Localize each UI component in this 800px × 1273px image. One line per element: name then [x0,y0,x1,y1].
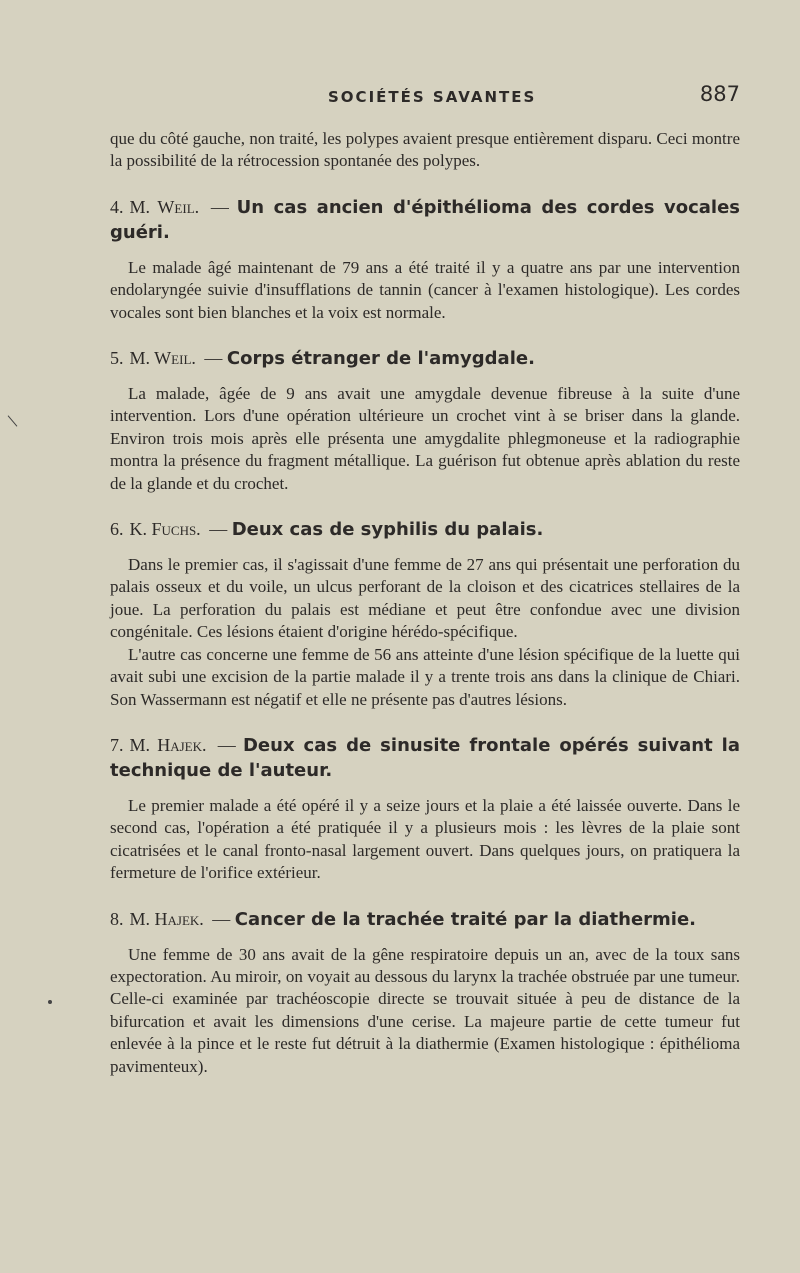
page-header [108,80,740,110]
margin-mark [48,1000,52,1004]
entry-dash: — [210,196,229,217]
entry-author: M. Hajek. [129,734,207,755]
entry-heading [110,733,740,783]
entry-paragraph: Le malade âgé maintenant de 79 ans a été traité il y a quatre ans par une intervention endolaryngée suivie d'insufflations de tannin (cancer à l'examen histologique). Les cordes vocales sont bien blanches et la voix est normale. [110,257,740,322]
intro-paragraph: que du côté gauche, non traité, les polypes avaient presque entièrement disparu. Ceci montre la possibilité de la rétrocession spontanée des polypes. [110,129,740,171]
entry-6 [110,517,740,711]
entry-8 [110,907,740,1078]
entry-heading [110,346,740,371]
entry-dash: — [204,348,223,369]
entry-title: Cancer de la trachée traité par la diathermie. [234,908,697,930]
entry-paragraph: Le premier malade a été opéré il y a seize jours et la plaie a été laissée ouverte. Dans le second cas, l'opération a été pratiquée il y a plusieurs mois : les lèvres de la plaie sont cicatrisées et le canal fronto-nasal largement ouvert. Dans quelques jours, on pratiquera la fermeture de l'orifice extérieur. [110,795,740,883]
entry-title: Deux cas de sinusite frontale opérés suivant la technique de l'auteur. [110,734,740,781]
entry-heading [110,517,740,542]
running-title: SOCIÉTÉS SAVANTES [328,88,537,106]
entry-paragraph: L'autre cas concerne une femme de 56 ans atteinte d'une lésion spécifique de la luette qui avait subi une excision de la partie malade il y a trente trois ans dans la clinique de Chiari. Son Wassermann est négatif et elle ne présente pas d'autres lésions. [110,644,740,709]
entry-7 [110,733,740,885]
entry-heading [110,195,740,245]
entry-title: Deux cas de syphilis du palais. [231,519,544,541]
entry-5 [110,346,740,495]
article-body [110,128,740,1078]
entry-number: 8. [110,908,124,929]
entry-dash: — [212,908,231,929]
entry-number: 4. [110,196,124,217]
entry-dash: — [209,519,228,540]
page-number: 887 [699,82,740,106]
entry-author: M. Weil. [129,196,200,217]
entry-dash: — [217,734,236,755]
entry-title: Corps étranger de l'amygdale. [226,348,535,370]
entry-paragraph: La malade, âgée de 9 ans avait une amygdale devenue fibreuse à la suite d'une intervention. Lors d'une opération ultérieure un crochet vint à se briser dans la glande. Environ trois mois après elle présenta une amygdalite phlegmoneuse et la radiographie montra la présence du fragment métallique. La guérison fut obtenue après ablation du reste de la glande et du crochet. [110,384,740,493]
entry-author: M. Weil. [129,348,196,369]
entry-number: 5. [110,348,124,369]
entry-paragraph: Dans le premier cas, il s'agissait d'une femme de 27 ans qui présentait une perforation du palais osseux et du voile, un ulcus perforant de la cloison et des cicatrices stellaires de la joue. La perforation du palais est médiane et peut être confondue avec une division congénitale. Ces lésions étaient d'origine hérédo-spécifique. [110,555,740,642]
entry-4 [110,195,740,324]
entry-number: 7. [110,734,124,755]
entry-paragraph: Une femme de 30 ans avait de la gêne respiratoire depuis un an, avec de la toux sans expectoration. Au miroir, on voyait au dessous du larynx la trachée obstruée par une tumeur. Celle-ci examinée par trachéoscopie directe se trouvait située à peu de distance de la bifurcation et avait les dimensions d'une cerise. La majeure partie de cette tumeur fut enlevée à la pince et le reste fut détruit à la diathermie (Examen histologique : épithélioma pavimenteux). [110,944,740,1076]
entry-heading [110,907,740,932]
margin-mark [8,415,18,426]
entry-title: Un cas ancien d'épithélioma des cordes vocales guéri. [110,196,741,243]
entry-number: 6. [110,519,124,540]
entry-author: M. Hajek. [129,908,204,929]
entry-author: K. Fuchs. [129,519,201,540]
